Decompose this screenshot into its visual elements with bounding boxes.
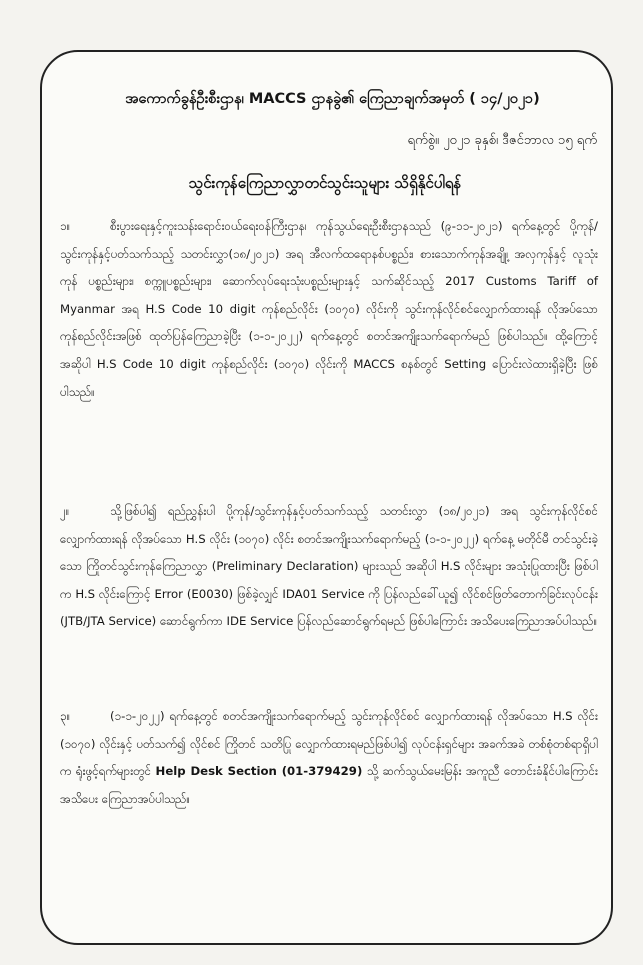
paragraph-1 [60,213,598,406]
paragraph-text: (၁-၁-၂၀၂၂) ရက်နေ့တွင် စတင်အကျိုးသက်ရောက်မည့် သွင်းကုန်လိုင်စင် လျှောက်ထားရန် လိုအပ်သော H.S လိုင်း (၁၀၇၀) လိုင်းနှင့် ပတ်သက်၍ လိုင်စင် ကြိုတင် သတိပြု လျှောက်ထားရမည်ဖြစ်ပါ၍ လုပ်ငန်းရှင်များ အခက်အခဲ တစ်စုံတစ်ရာရှိပါက ရုံးဖွင့်ရက်များတွင် [60,709,598,779]
paragraph-number: ၂။ [60,504,70,518]
paragraph-number: ၁။ [60,219,71,233]
paragraph-2 [60,498,598,636]
paragraph-text: သို့ဖြစ်ပါ၍ ရည်ညွှန်းပါ ပို့ကုန်/သွင်းကုန်နှင့်ပတ်သက်သည့် သတင်းလွှာ (၁၈/၂၀၂၁) အရ သွင်းကုန်လိုင်စင်လျှောက်ထားရန် လိုအပ်သော H.S လိုင်း (၁၀၇၀) လိုင်း စတင်အကျိုးသက်ရောက်မည့် (၁-၁-၂၀၂၂) ရက်နေ့ မတိုင်မီ တင်သွင်းခဲ့သော ကြိုတင်သွင်းကုန်ကြေညာလွှာ (Preliminary Declaration) များသည် အဆိုပါ H.S လိုင်းများ အသုံးပြုထားပြီး ဖြစ်ပါက H.S လိုင်းကြောင့် Error (E0030) ဖြစ်ခဲ့လျှင် IDA01 Service ကို ပြန်လည်ခေါ်ယူ၍ လိုင်စင်ဖြတ်တောက်ခြင်းလုပ်ငန်း (JTB/JTA Service) ဆောင်ရွက်ကာ IDE Service ပြန်လည်ဆောင်ရွက်ရမည် ဖြစ်ပါကြောင်း အသိပေးကြေညာအပ်ပါသည်။ [60,504,598,629]
announcement-header: အကောက်ခွန်ဦးစီးဌာန၊ MACCS ဌာနခွဲ၏ ကြေညာချက်အမှတ် ( ၁၄/၂၀၂၁) [125,91,540,107]
notice-heading: သွင်းကုန်ကြေညာလွှာတင်သွင်းသူများ သိရှိနိုင်ပါရန် [188,174,462,192]
paragraph-text: စီးပွားရေးနှင့်ကူးသန်းရောင်းဝယ်ရေးဝန်ကြီးဌာန၊ ကုန်သွယ်ရေးဦးစီးဌာနသည် (၉-၁၁-၂၀၂၁) ရက်နေ့တွင် ပို့ကုန်/သွင်းကုန်နှင့်ပတ်သက်သည့် သတင်းလွှာ(၁၈/၂၀၂၁) အရ အီလက်ထရောနစ်ပစ္စည်း၊ စားသောက်ကုန်အချို့၊ အလှကုန်နှင့် လူသုံးကုန် ပစ္စည်းများ၊ စက္ကူပစ္စည်းများ၊ ဆောက်လုပ်ရေးသုံးပစ္စည်းများနှင့် သက်ဆိုင်သည့် 2017 Customs Tariff of Myanmar အရ H.S Code 10 digit ကုန်စည်လိုင်း (၁၀၇၀) လိုင်းကို သွင်းကုန်လိုင်စင်လျှောက်ထားရန် လိုအပ်သော ကုန်စည်လိုင်းအဖြစ် ထုတ်ပြန်ကြေညာခဲ့ပြီး (၁-၁-၂၀၂၂) ရက်နေ့တွင် စတင်အကျိုးသက်ရောက်မည် ဖြစ်ပါသည်။ ထို့ကြောင့် အဆိုပါ H.S Code 10 digit ကုန်စည်လိုင်း (၁၀၇၀) လိုင်းကို MACCS စနစ်တွင် Setting ပြောင်းလဲထားရှိခဲ့ပြီး ဖြစ်ပါသည်။ [60,219,598,399]
paragraph-3 [60,703,598,813]
announcement-date: ရက်စွဲ။ ၂၀၂၁ ခုနှစ်၊ ဒီဇင်ဘာလ ၁၅ ရက် [407,133,597,148]
help-desk-contact: Help Desk Section (01-379429) [155,764,363,779]
paragraph-text-end: သို့ ဆက်သွယ်မေးမြန်း အကူညီ တောင်းခံနိုင်ပါကြောင်း အသိပေး ကြေညာအပ်ပါသည်။ [60,764,598,806]
paragraph-number: ၃။ [60,709,71,723]
